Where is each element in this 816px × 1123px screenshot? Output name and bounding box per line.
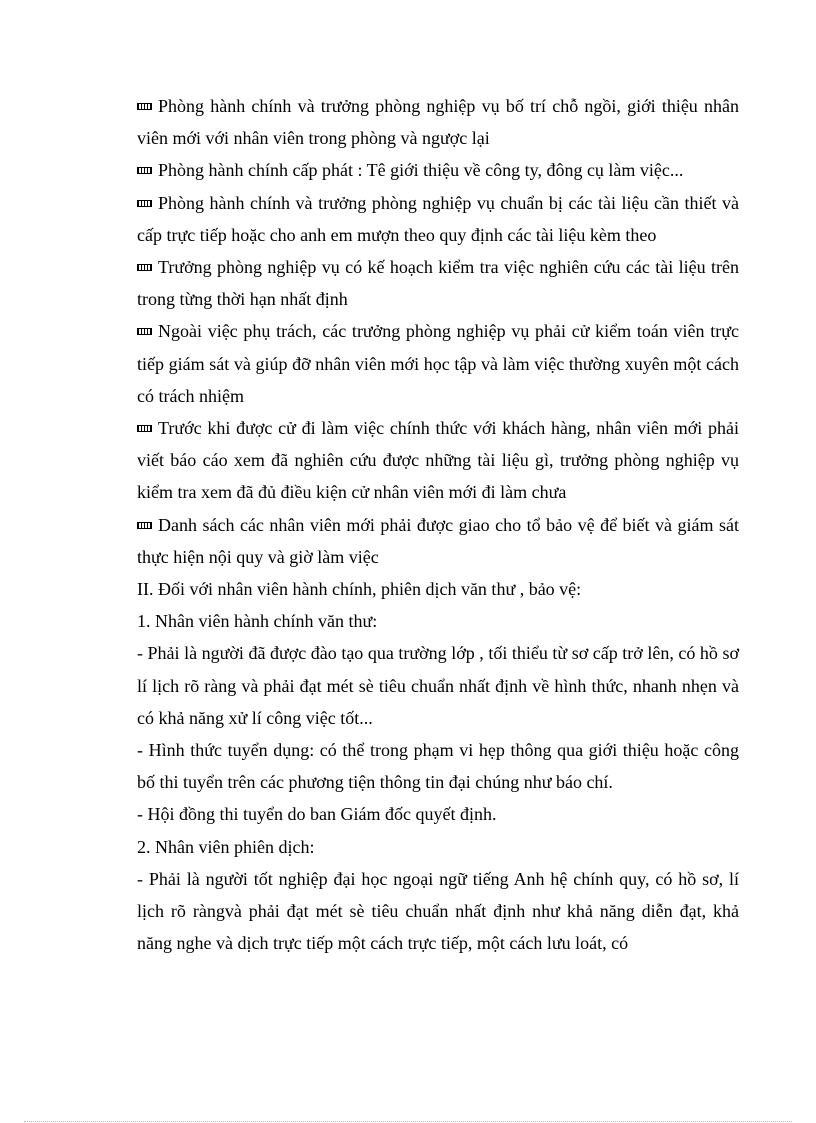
- paragraph-text: Danh sách các nhân viên mới phải được giao cho tổ bảo vệ để biết và giám sát thực hiện nội quy và giờ làm việc: [137, 514, 739, 567]
- subsection-heading: 1. Nhân viên hành chính văn thư:: [137, 611, 378, 632]
- paragraph-text: Phòng hành chính và trưởng phòng nghiệp vụ chuẩn bị các tài liệu cần thiết và cấp trực tiếp hoặc cho anh em mượn theo quy định các tài liệu kèm theo: [137, 192, 739, 245]
- keyboard-bullet-icon: [137, 200, 152, 207]
- dash-paragraph: - Phải là người tốt nghiệp đại học ngoại ngữ tiếng Anh hệ chính quy, có hồ sơ, lí lịch rõ ràngvà phải đạt mét sè tiêu chuẩn nhất định như khả năng diễn đạt, khả năng nghe và dịch trực tiếp một cách trực tiếp, một cách lưu loát, có: [137, 868, 739, 954]
- page-bottom-divider: [24, 1121, 792, 1122]
- dash-paragraph: - Hình thức tuyển dụng: có thể trong phạm vi hẹp thông qua giới thiệu hoặc công bố thi tuyển trên các phương tiện thông tin đại chúng như báo chí.: [137, 740, 739, 793]
- keyboard-bullet-icon: [137, 522, 152, 529]
- keyboard-bullet-icon: [137, 167, 152, 174]
- paragraph-text: Trước khi được cử đi làm việc chính thức với khách hàng, nhân viên mới phải viết báo cáo xem đã nghiên cứu được những tài liệu gì, trưởng phòng nghiệp vụ kiểm tra xem đã đủ điều kiện cử nhân viên mới đi làm chưa: [137, 418, 739, 503]
- dash-paragraph: - Hội đồng thi tuyển do ban Giám đốc quyết định.: [137, 804, 497, 825]
- paragraph-text: Trưởng phòng nghiệp vụ có kế hoạch kiểm tra việc nghiên cứu các tài liệu trên trong từng thời hạn nhất định: [137, 257, 739, 310]
- bullet-paragraph: [137, 90, 739, 154]
- keyboard-bullet-icon: [137, 328, 152, 335]
- subsection-heading: 2. Nhân viên phiên dịch:: [137, 836, 315, 857]
- paragraph-text: Phòng hành chính và trưởng phòng nghiệp vụ bố trí chỗ ngồi, giới thiệu nhân viên mới với nhân viên trong phòng và ngược lại: [137, 96, 739, 149]
- bullet-paragraph: [137, 187, 739, 251]
- section-heading: II. Đối với nhân viên hành chính, phiên dịch văn thư , bảo vệ:: [137, 579, 582, 600]
- bullet-paragraph: [137, 412, 739, 509]
- bullet-paragraph: [137, 251, 739, 315]
- paragraph-text: Ngoài việc phụ trách, các trưởng phòng nghiệp vụ phải cử kiểm toán viên trực tiếp giám sát và giúp đỡ nhân viên mới học tập và làm việc thường xuyên một cách có trách nhiệm: [137, 321, 739, 406]
- paragraph-text: Phòng hành chính cấp phát : Tê giới thiệu về công ty, đông cụ làm việc...: [158, 160, 684, 181]
- dash-paragraph: - Phải là người đã được đào tạo qua trường lớp , tối thiểu từ sơ cấp trở lên, có hồ sơ lí lịch rõ ràng và phải đạt mét sè tiêu chuẩn nhất định về hình thức, nhanh nhẹn và có khả năng xử lí công việc tốt...: [137, 643, 739, 728]
- bullet-paragraph: [137, 154, 739, 186]
- keyboard-bullet-icon: [137, 425, 152, 432]
- bullet-paragraph: [137, 315, 739, 412]
- bullet-paragraph: [137, 509, 739, 573]
- keyboard-bullet-icon: [137, 103, 152, 110]
- document-body: [137, 90, 739, 959]
- keyboard-bullet-icon: [137, 264, 152, 271]
